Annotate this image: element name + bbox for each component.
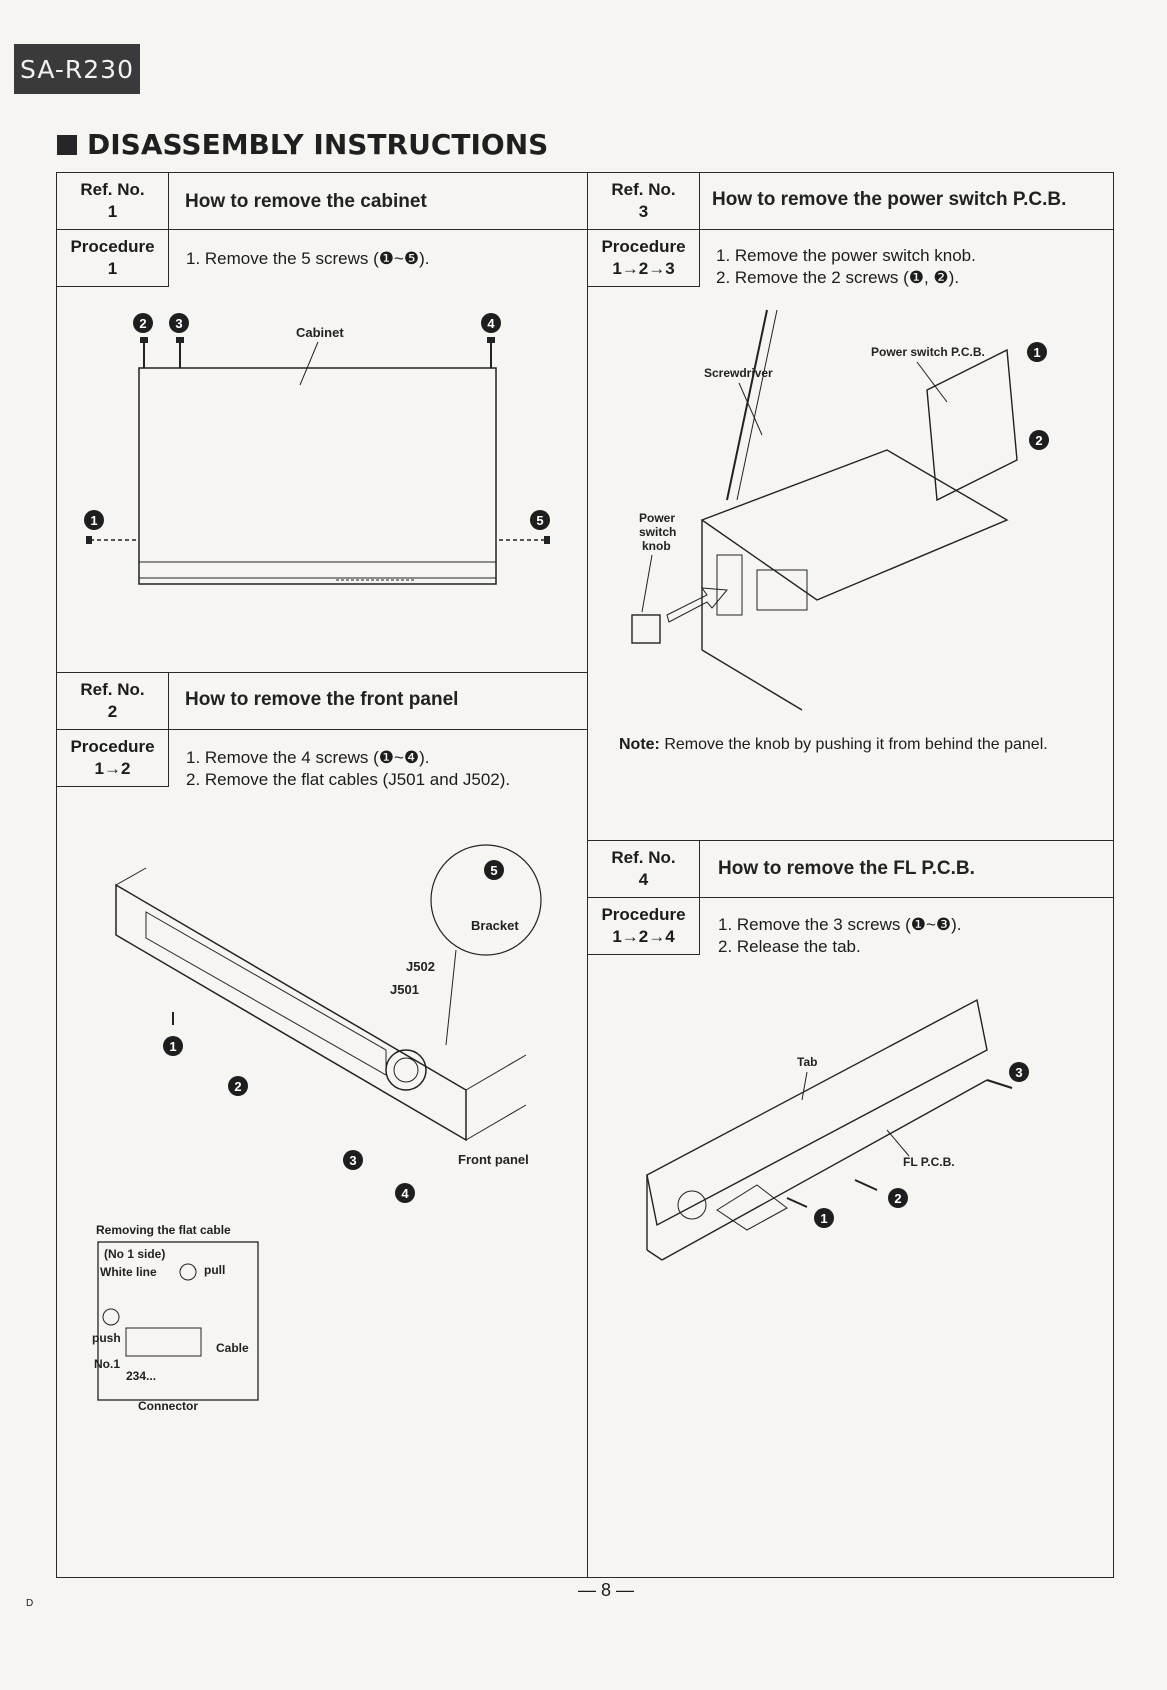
- pull-label: pull: [204, 1263, 226, 1277]
- callout-2: [888, 1188, 908, 1208]
- procedure-value: 1→2: [94, 759, 131, 778]
- note-text: Remove the knob by pushing it from behind the panel.: [664, 736, 1048, 753]
- inset-side: (No 1 side): [104, 1247, 166, 1261]
- title-underline-1: [169, 229, 587, 230]
- note-label: Note:: [619, 736, 660, 753]
- svg-text:1: 1: [1033, 345, 1041, 360]
- push-label: push: [92, 1331, 121, 1345]
- section-title-1: How to remove the cabinet: [185, 191, 427, 212]
- tab-label: Tab: [797, 1055, 818, 1069]
- svg-text:2: 2: [234, 1079, 242, 1094]
- ref-label: Ref. No.: [611, 180, 676, 199]
- front-panel-figure: [56, 850, 587, 1413]
- screw-icon: [855, 1180, 877, 1190]
- ref-label: Ref. No.: [80, 680, 145, 699]
- step-item: 2. Release the tab.: [718, 937, 861, 956]
- callout-5: [530, 510, 550, 530]
- svg-text:5: 5: [490, 863, 498, 878]
- title-underline-4: [700, 897, 1114, 898]
- knob-shape: [632, 615, 660, 643]
- procedure-label: Procedure: [601, 905, 686, 924]
- heading-square-icon: [57, 135, 77, 155]
- connector-shape: [126, 1328, 201, 1356]
- front-panel-outline: [116, 885, 466, 1140]
- callout-1: [84, 510, 104, 530]
- j502-label: J502: [406, 959, 435, 974]
- procedure-box-1: [56, 229, 169, 287]
- svg-text:1: 1: [169, 1039, 177, 1054]
- cabinet-label: Cabinet: [296, 325, 344, 340]
- steps-list-2: [186, 747, 510, 791]
- white-line-label: White line: [100, 1265, 157, 1279]
- power-switch-pcb: [927, 350, 1017, 500]
- screw-icon: [499, 536, 550, 544]
- callout-3: [343, 1150, 363, 1170]
- procedure-label: Procedure: [601, 237, 686, 256]
- callout-1: [814, 1208, 834, 1228]
- power-switch-pcb-label: Power switch P.C.B.: [871, 345, 985, 359]
- ref-number: 3: [638, 202, 649, 221]
- cabinet-base: [139, 562, 496, 578]
- procedure-label: Procedure: [70, 237, 155, 256]
- chassis-outline: [702, 450, 1007, 600]
- section-title-2: How to remove the front panel: [185, 689, 459, 710]
- no1-label: No.1: [94, 1357, 121, 1371]
- screw-icon: [487, 337, 495, 368]
- title-underline-2: [169, 729, 587, 730]
- callout-2: [133, 313, 153, 333]
- step-item: 1. Remove the 3 screws (❶~❸).: [718, 915, 962, 934]
- procedure-value: 1: [107, 259, 118, 278]
- svg-text:1: 1: [820, 1211, 828, 1226]
- callout-4: [395, 1183, 415, 1203]
- ref-label: Ref. No.: [611, 848, 676, 867]
- screwdriver-label: Screwdriver: [704, 366, 773, 380]
- display-window: [146, 912, 386, 1075]
- ref-label: Ref. No.: [80, 180, 145, 199]
- note: [619, 733, 1089, 756]
- procedure-box-4: [587, 897, 700, 955]
- fl-pcb-label: FL P.C.B.: [903, 1155, 955, 1169]
- callout-5: [484, 860, 504, 880]
- svg-text:2: 2: [894, 1191, 902, 1206]
- volume-knob: [386, 1050, 426, 1090]
- svg-text:2: 2: [139, 316, 147, 331]
- svg-text:4: 4: [487, 316, 495, 331]
- callout-3: [169, 313, 189, 333]
- detail-circle: [431, 845, 541, 955]
- fl-chassis-outline: [647, 1000, 987, 1225]
- svg-text:3: 3: [175, 316, 183, 331]
- title-underline-3: [700, 229, 1114, 230]
- procedure-value: 1→2→3: [612, 259, 675, 278]
- front-panel-label: Front panel: [458, 1152, 529, 1167]
- section-title-3: How to remove the power switch P.C.B.: [712, 189, 1067, 210]
- ref-box-2: [56, 672, 169, 730]
- screw-icon: [176, 337, 184, 368]
- svg-text:4: 4: [401, 1186, 409, 1201]
- ref-box-4: [587, 840, 700, 898]
- ref-box-3: [587, 172, 700, 230]
- screw-icon: [787, 1198, 807, 1207]
- callout-3: [1009, 1062, 1029, 1082]
- cabinet-outline: [139, 368, 496, 584]
- step-item: 1. Remove the power switch knob.: [716, 246, 976, 265]
- steps-list-1: [186, 248, 430, 270]
- knob-label-1: Power: [639, 511, 676, 525]
- screw-icon: [86, 536, 136, 544]
- fl-pcb-figure: [587, 960, 1114, 1280]
- model-tag: SA-R230: [14, 44, 140, 94]
- corner-mark: D: [26, 1598, 34, 1609]
- ref-number: 4: [638, 870, 649, 889]
- power-switch-figure: [587, 290, 1114, 710]
- callout-1: [163, 1036, 183, 1056]
- page-title-text: DISASSEMBLY INSTRUCTIONS: [87, 128, 549, 161]
- cabinet-leader: [300, 342, 318, 385]
- procedure-value: 1→2→4: [612, 927, 675, 946]
- connector-label: Connector: [138, 1399, 198, 1413]
- procedure-box-3: [587, 229, 700, 287]
- ref-number: 2: [107, 702, 118, 721]
- j501-label: J501: [390, 982, 419, 997]
- step-item: 2. Remove the flat cables (J501 and J502).: [186, 770, 511, 789]
- section-title-4: How to remove the FL P.C.B.: [718, 858, 975, 879]
- steps-list-4: [718, 914, 962, 958]
- knob-label-3: knob: [642, 539, 671, 553]
- step-item: 1. Remove the 5 screws (❶~❺).: [186, 249, 430, 268]
- step-item: 2. Remove the 2 screws (❶, ❷).: [716, 268, 960, 287]
- screwdriver-shaft: [727, 310, 767, 500]
- ref-number: 1: [107, 202, 118, 221]
- callout-2: [228, 1076, 248, 1096]
- procedure-box-2: [56, 729, 169, 787]
- pins-label: 234...: [126, 1369, 157, 1383]
- page-title: [57, 128, 548, 161]
- procedure-label: Procedure: [70, 737, 155, 756]
- cabinet-figure: [56, 290, 587, 670]
- callout-2: [1029, 430, 1049, 450]
- ref-box-1: [56, 172, 169, 230]
- steps-list-3: [716, 245, 976, 289]
- svg-text:3: 3: [349, 1153, 357, 1168]
- screw-icon: [140, 337, 148, 368]
- bracket-label: Bracket: [471, 918, 519, 933]
- screw-icon: [987, 1080, 1012, 1088]
- svg-text:5: 5: [536, 513, 544, 528]
- callout-1: [1027, 342, 1047, 362]
- svg-text:1: 1: [90, 513, 98, 528]
- inset-title: Removing the flat cable: [96, 1223, 231, 1237]
- callout-4: [481, 313, 501, 333]
- svg-text:2: 2: [1035, 433, 1043, 448]
- cable-label: Cable: [216, 1341, 249, 1355]
- page-number: — 8 —: [578, 1580, 635, 1600]
- svg-text:3: 3: [1015, 1065, 1023, 1080]
- step-item: 1. Remove the 4 screws (❶~❹).: [186, 748, 430, 767]
- knob-label-2: switch: [639, 525, 677, 539]
